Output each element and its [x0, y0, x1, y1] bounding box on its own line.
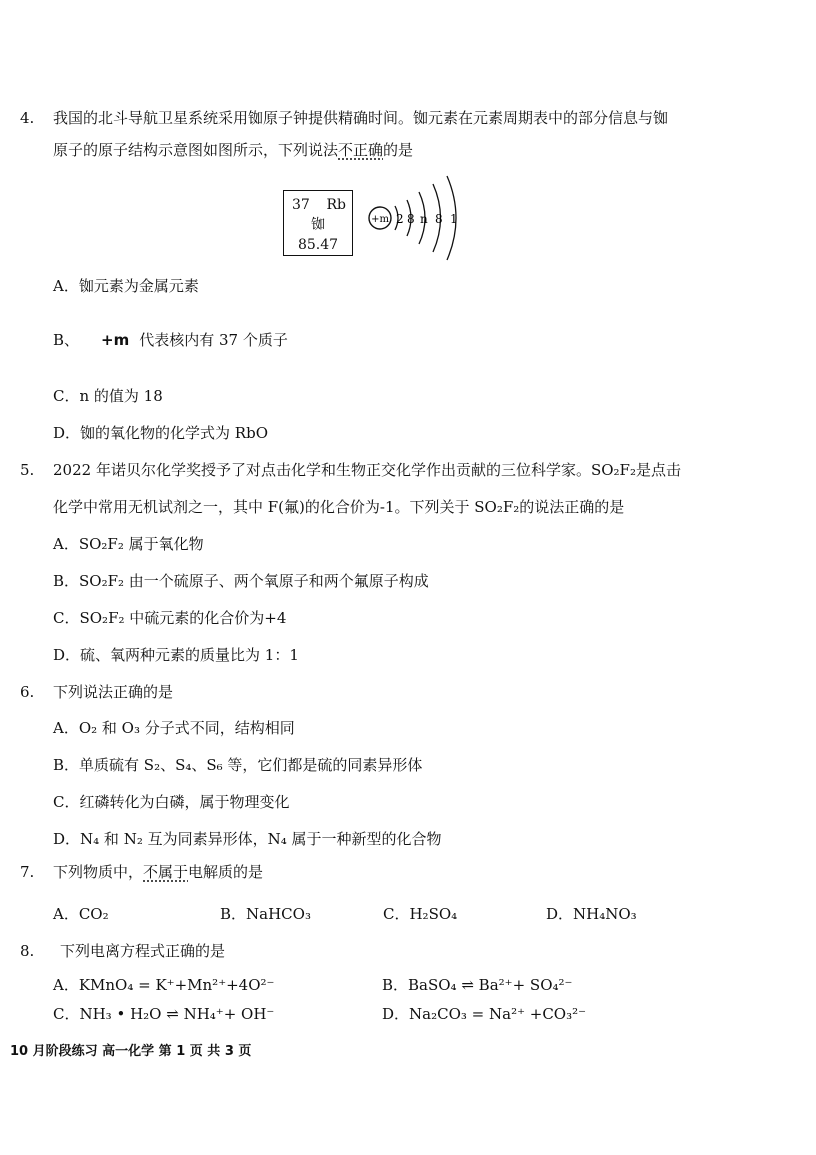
question-5-number: 5. — [20, 461, 35, 479]
element-name: 铷 — [311, 217, 325, 233]
question-7-stem: 下列物质中，不属于电解质的是 — [53, 863, 264, 881]
question-8-option-c: C．NH₃ • H₂O ⇌ NH₄⁺+ OH⁻ — [53, 1005, 275, 1023]
question-7-option-b: B．NaHCO₃ — [220, 905, 311, 923]
question-8-option-b: B．BaSO₄ ⇌ Ba²⁺+ SO₄²⁻ — [382, 976, 573, 994]
question-7-option-c: C．H₂SO₄ — [383, 905, 458, 923]
question-7-option-a: A．CO₂ — [53, 905, 109, 923]
emphasis-not-belong: 不属于 — [143, 863, 189, 881]
question-4-option-b: B、 +m 代表核内有 37 个质子 — [53, 331, 288, 349]
question-5-option-c: C．SO₂F₂ 中硫元素的化合价为+4 — [53, 609, 287, 627]
question-6-option-c: C．红磷转化为白磷，属于物理变化 — [53, 793, 290, 811]
question-6-option-b: B．单质硫有 S₂、S₄、S₆ 等，它们都是硫的同素异形体 — [53, 756, 423, 774]
periodic-table-cell — [283, 190, 353, 256]
question-7-number: 7. — [20, 863, 35, 881]
question-5-option-d: D．硫、氧两种元素的质量比为 1：1 — [53, 646, 299, 664]
question-7-option-d: D．NH₄NO₃ — [546, 905, 637, 923]
question-8-option-a: A．KMnO₄ = K⁺+Mn²⁺+4O²⁻ — [53, 976, 275, 994]
question-6-option-d: D．N₄ 和 N₂ 互为同素异形体，N₄ 属于一种新型的化合物 — [53, 830, 442, 848]
question-8-option-d: D．Na₂CO₃ = Na²⁺ +CO₃²⁻ — [382, 1005, 587, 1023]
question-6-number: 6. — [20, 683, 35, 701]
element-symbol: Rb — [326, 197, 346, 213]
question-4-stem-line1: 我国的北斗导航卫星系统采用铷原子钟提供精确时间。铷元素在元素周期表中的部分信息与铷 — [53, 109, 669, 127]
nucleus-charge: +m — [371, 214, 389, 225]
question-8-number: 8. — [20, 942, 35, 960]
shell-electrons-3: n — [420, 212, 428, 226]
question-5-option-a: A．SO₂F₂ 属于氧化物 — [53, 535, 204, 553]
question-4-option-d: D．铷的氧化物的化学式为 RbO — [53, 424, 268, 442]
atom-structure-diagram — [362, 168, 472, 268]
emphasis-not-correct: 不正确 — [338, 141, 384, 159]
question-5-stem-line2: 化学中常用无机试剂之一，其中 F(氟)的化合价为-1。下列关于 SO₂F₂的说法正确的是 — [53, 498, 625, 516]
shell-electrons-4: 8 — [435, 212, 443, 226]
shell-electrons-2: 8 — [407, 212, 415, 226]
shell-electrons-1: 2 — [396, 212, 404, 226]
page-footer: 10 月阶段练习 高一化学 第 1 页 共 3 页 — [10, 1044, 252, 1059]
question-6-option-a: A．O₂ 和 O₃ 分子式不同，结构相同 — [53, 719, 295, 737]
question-4-number: 4. — [20, 109, 35, 127]
question-5-option-b: B．SO₂F₂ 由一个硫原子、两个氧原子和两个氟原子构成 — [53, 572, 429, 590]
atomic-number: 37 — [292, 197, 310, 213]
nucleus-charge-symbol: +m — [101, 331, 130, 349]
question-8-stem: 下列电离方程式正确的是 — [60, 942, 226, 960]
question-4-stem-line2: 原子的原子结构示意图如图所示，下列说法不正确的是 — [53, 141, 414, 159]
question-6-stem: 下列说法正确的是 — [53, 683, 174, 701]
question-4-option-a: A．铷元素为金属元素 — [53, 277, 199, 295]
atomic-mass: 85.47 — [297, 237, 339, 253]
question-5-stem-line1: 2022 年诺贝尔化学奖授予了对点击化学和生物正交化学作出贡献的三位科学家。SO₂F₂是点击 — [53, 461, 681, 479]
question-4-option-c: C．n 的值为 18 — [53, 387, 163, 405]
shell-electrons-5: 1 — [450, 212, 458, 226]
